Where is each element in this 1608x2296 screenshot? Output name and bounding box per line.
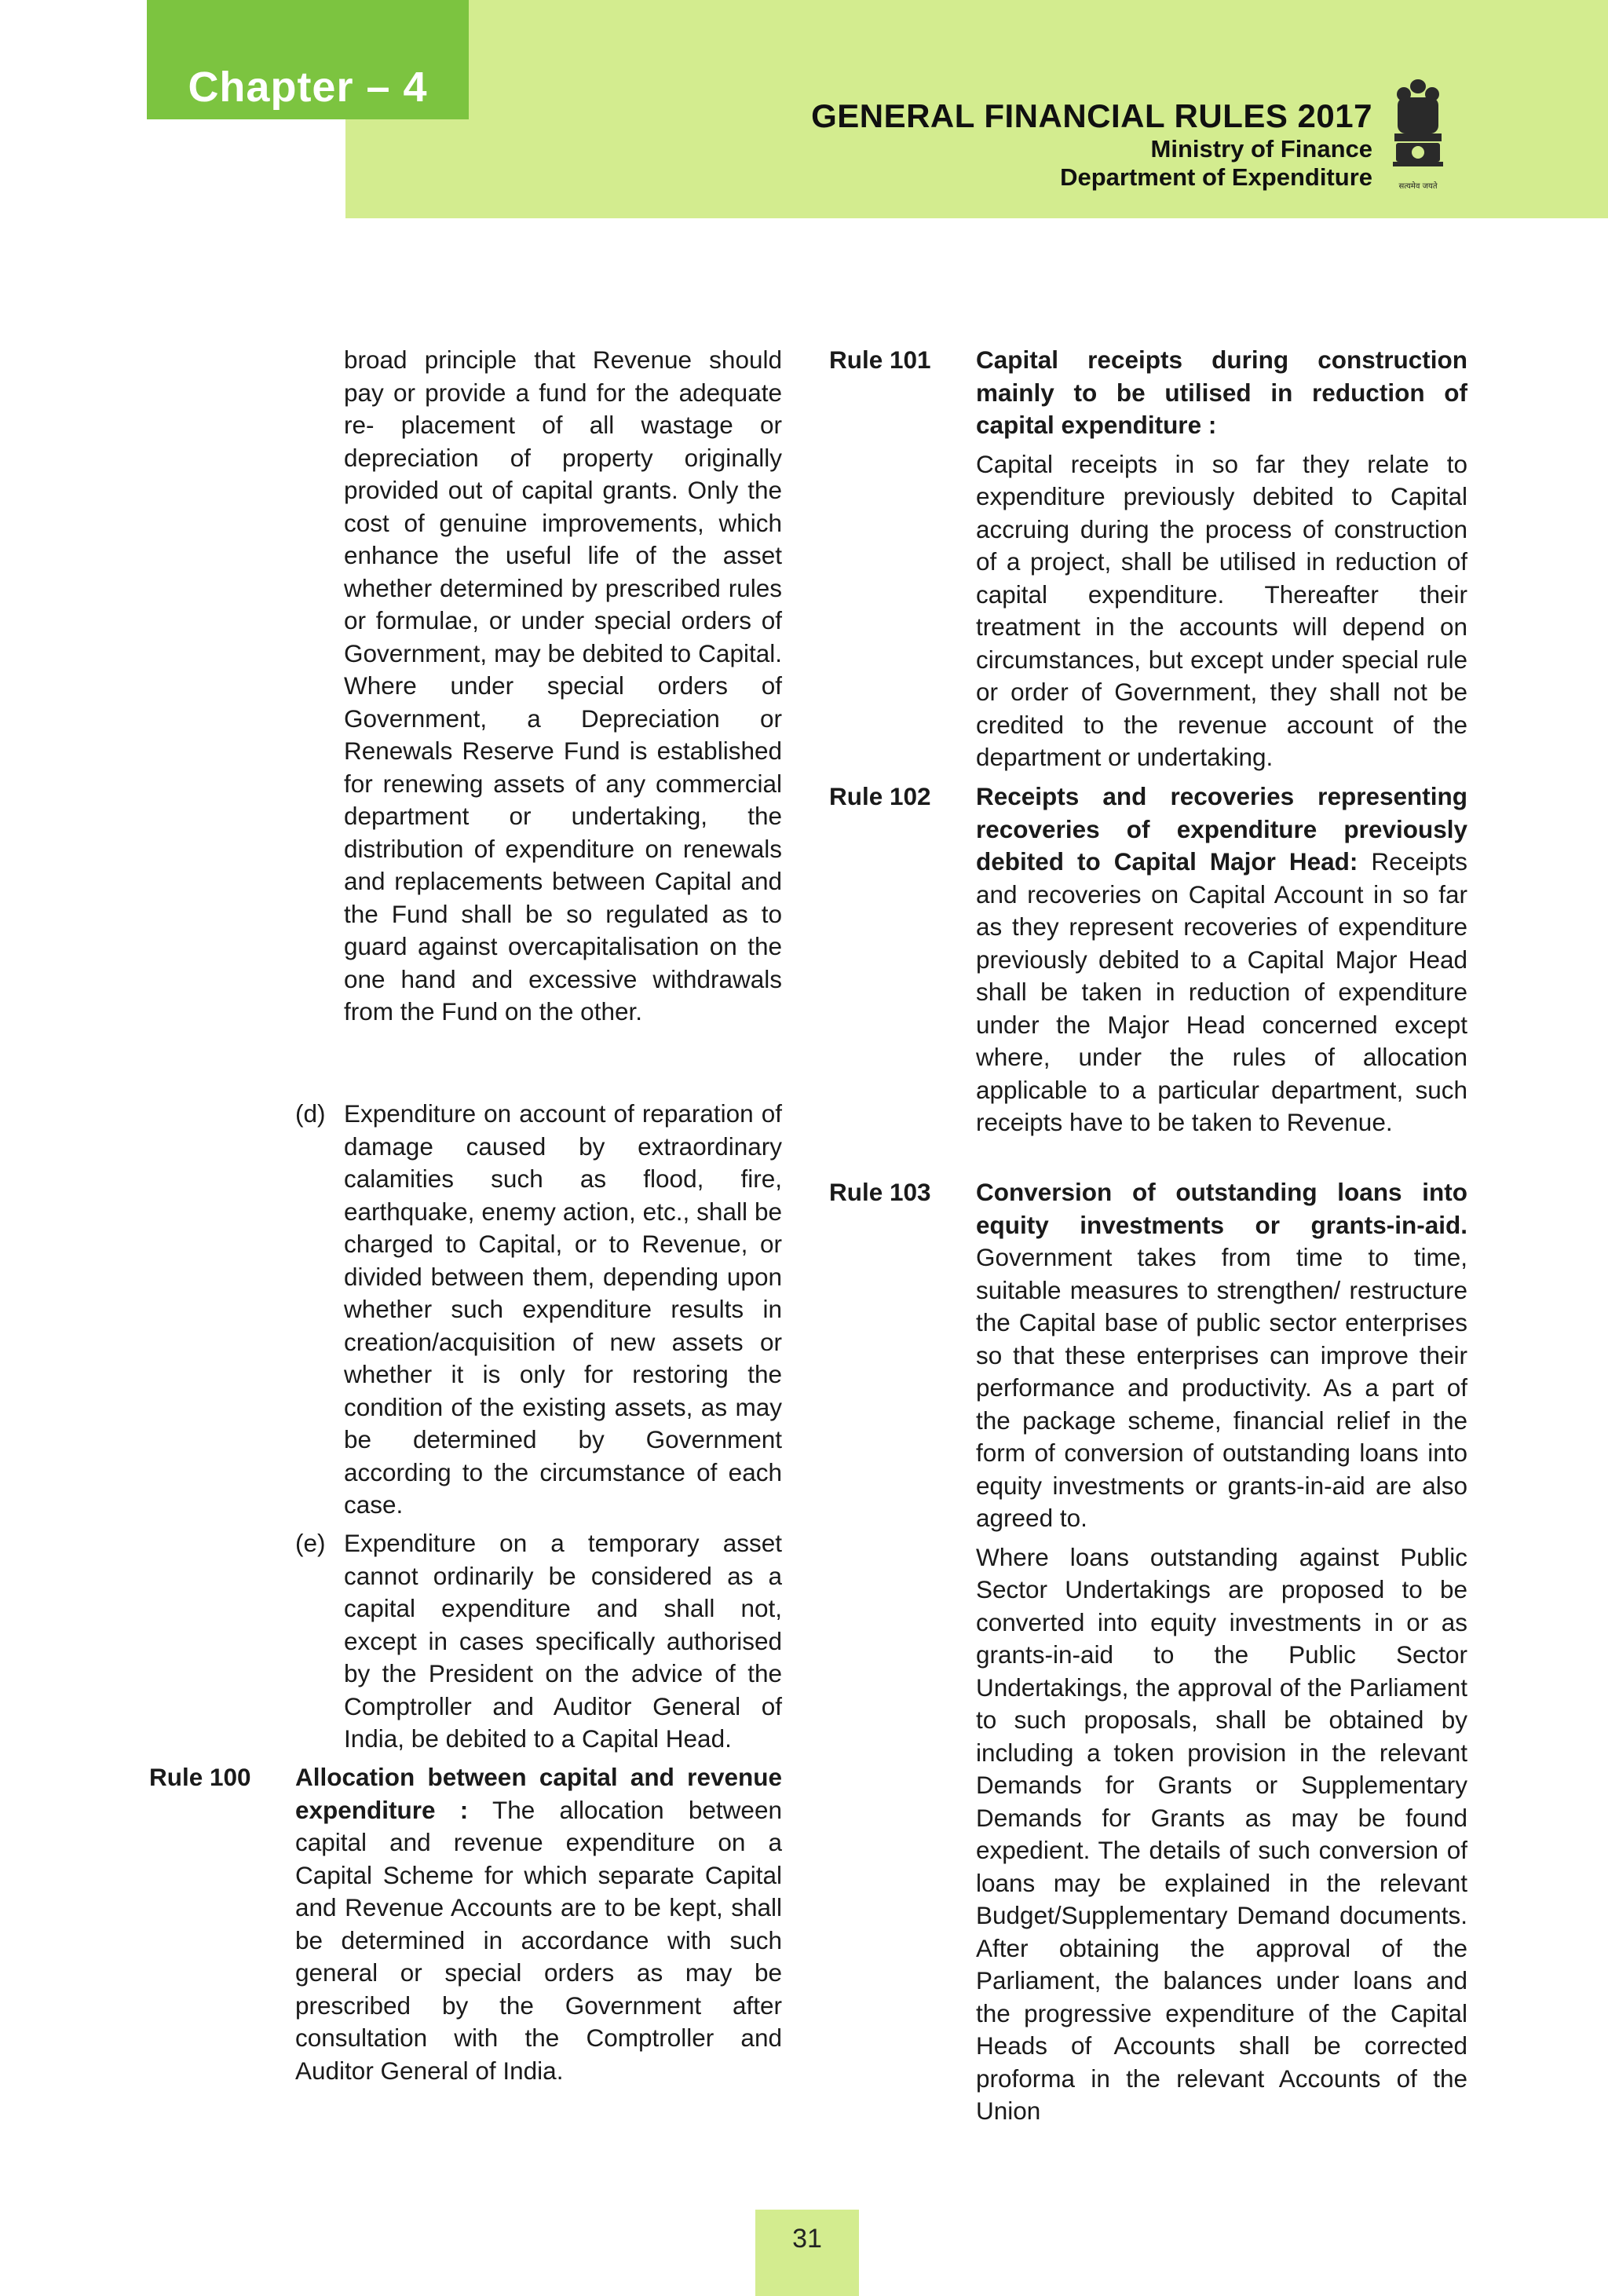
rule-content <box>295 1761 782 2087</box>
rule-heading: Allocation between capital and revenue expenditure : <box>295 1763 782 1824</box>
list-item-marker: (d) <box>295 1099 326 1128</box>
rule-content <box>976 1176 1467 2128</box>
chapter-label: Chapter – 4 <box>188 64 428 111</box>
page-number-box <box>755 2210 859 2296</box>
rule-text: Capital receipts in so far they relate to expenditure previously debited to Capital accruing during the process of construction of a project, shall be utilised in reduction of capital expenditure. Thereafter their treatment in the accounts will depend on circumstances, but except under special rule or order of Government, they shall not be credited to the revenue account of the department or undertaking. <box>976 449 1467 771</box>
rule-content <box>976 344 1467 774</box>
rule-heading: Capital receipts during construction mainly to be utilised in reduction of capital expenditure : <box>976 345 1467 439</box>
emblem-motto: सत्यमेव जयते <box>1398 182 1438 191</box>
rule-heading: Receipts and recoveries representing recoveries of expenditure previously debited to Capital Major Head: <box>976 782 1467 876</box>
list-item-d <box>295 1098 782 1522</box>
continuation-paragraph <box>344 344 782 1029</box>
rule-text: Receipts and recoveries on Capital Account in so far as they represent recoveries of expenditure previously debited to a Capital Major Head shall be taken in reduction of expenditure under the Major Head concerned except where, under the rules of allocation applicable to a particular department, such receipts have to be taken to Revenue. <box>976 847 1467 1136</box>
list-item-text: Expenditure on a temporary asset cannot ordinarily be considered as a capital expenditure and shall not, except in cases specifically authorised by the President on the advice of the Comptroller and Auditor General of India, be debited to a Capital Head. <box>344 1529 782 1753</box>
department-name: Department of Expenditure <box>1060 163 1372 191</box>
ministry-name: Ministry of Finance <box>1150 135 1372 163</box>
rule-text: The allocation between capital and revenue expenditure on a Capital Scheme for which separate Capital and Revenue Accounts are to be kept, shall be determined in accordance with such general or special orders as may be prescribed by the Government after consultation with the Comptroller and Auditor General of India. <box>295 1795 782 2085</box>
rule-number: Rule 100 <box>149 1763 251 1791</box>
document-header <box>811 97 1372 192</box>
rule-number: Rule 103 <box>829 1178 931 1206</box>
chapter-tab <box>147 0 469 119</box>
continuation-text: broad principle that Revenue should pay or provide a fund for the adequate re- placement of all wastage or depreciation of property originally provided out of capital grants. Only the cost of genuine improvements, which enhance the useful life of the asset whether determined by prescribed rules or formulae, or under special orders of Government, may be debited to Capital. Where under special orders of Government, a Depreciation or Renewals Reserve Fund is established for renewing assets of any commercial department or undertaking, the distribution of expenditure on renewals and replacements between Capital and the Fund shall be so regulated as to guard against overcapitalisation on the one hand and excessive withdrawals from the Fund on the other. <box>344 345 782 1026</box>
rule-content <box>976 781 1467 1139</box>
page-number: 31 <box>792 2224 822 2254</box>
rule-text-continued: Where loans outstanding against Public Sector Undertakings are proposed to be converted into equity investments in or as grants-in-aid to the Public Sector Undertakings, the approval of the Parliament to such proposals, shall be obtained by including a token provision in the relevant Demands for Grants or Supplementary Demands for Grants as may be found expedient. The details of such conversion of loans may be explained in the relevant Budget/Supplementary Demand documents. After obtaining the approval of the Parliament, the balances under loans and the progressive expenditure of the Capital Heads of Accounts shall be corrected proforma in the relevant Accounts of the Union <box>976 1542 1467 2125</box>
national-emblem-icon <box>1388 75 1448 201</box>
rule-number: Rule 101 <box>829 345 931 374</box>
document-title: GENERAL FINANCIAL RULES 2017 <box>811 97 1372 134</box>
list-item-marker: (e) <box>295 1529 326 1557</box>
list-item-e <box>295 1527 782 1756</box>
list-item-text: Expenditure on account of reparation of damage caused by extraordinary calamities such as flood, fire, earthquake, enemy action, etc., shall be charged to Capital, or to Revenue, or divided between them, depending upon whether such expenditure results in creation/acquisition of new assets or whether it is only for restoring the condition of the existing assets, as may be determined by Government according to the circumstance of each case. <box>344 1099 782 1519</box>
rule-text: Government takes from time to time, suitable measures to strengthen/ restructure the Capital base of public sector enterprises so that these enterprises can improve their performance and productivity. As a part of the package scheme, financial relief in the form of conversion of outstanding loans into equity investments or grants-in-aid are also agreed to. <box>976 1243 1467 1532</box>
rule-number: Rule 102 <box>829 782 931 810</box>
rule-heading: Conversion of outstanding loans into equity investments or grants-in-aid. <box>976 1178 1467 1239</box>
